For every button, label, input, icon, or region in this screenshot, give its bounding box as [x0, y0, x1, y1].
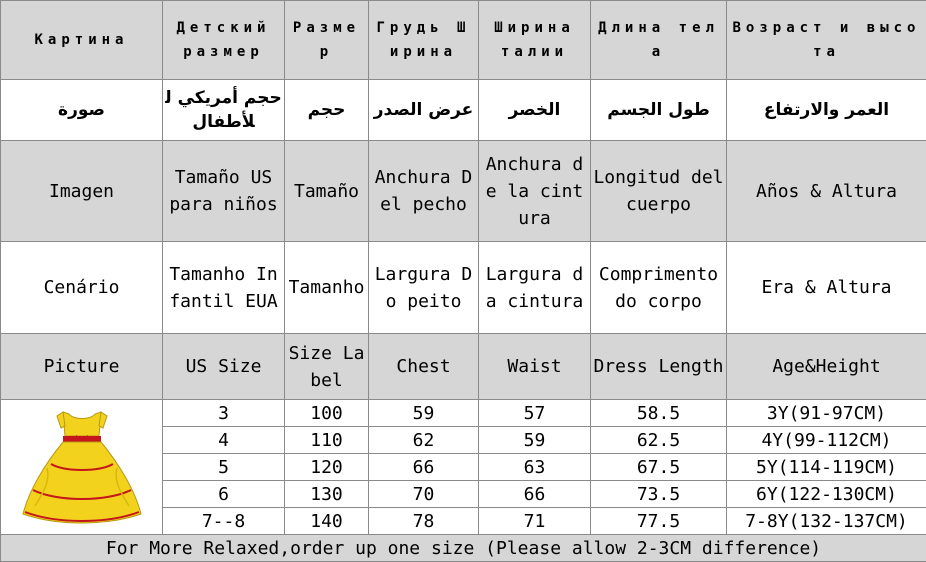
- header-pt-child-size: Tamanho Infantil EUA: [163, 242, 285, 334]
- header-es-picture: Imagen: [1, 141, 163, 242]
- header-pt-length: Comprimento do corpo: [591, 242, 727, 334]
- header-pt-size: Tamanho: [285, 242, 369, 334]
- header-pt-picture: Cenário: [1, 242, 163, 334]
- header-en-size-label: Size Label: [285, 334, 369, 400]
- cell-chest: 66: [369, 454, 479, 481]
- cell-age-height: 6Y(122-130CM): [727, 481, 926, 508]
- cell-us-size: 5: [163, 454, 285, 481]
- header-en-waist: Waist: [479, 334, 591, 400]
- cell-us-size: 6: [163, 481, 285, 508]
- header-es-length: Longitud del cuerpo: [591, 141, 727, 242]
- cell-age-height: 5Y(114-119CM): [727, 454, 926, 481]
- header-en-us-size: US Size: [163, 334, 285, 400]
- dress-icon: [7, 402, 157, 532]
- cell-us-size: 7--8: [163, 508, 285, 535]
- cell-chest: 59: [369, 400, 479, 427]
- cell-size-label: 120: [285, 454, 369, 481]
- cell-dress-length: 67.5: [591, 454, 727, 481]
- header-es-child-size: Tamaño US para niños: [163, 141, 285, 242]
- header-en-picture: Picture: [1, 334, 163, 400]
- cell-chest: 70: [369, 481, 479, 508]
- cell-size-label: 110: [285, 427, 369, 454]
- header-ru-picture: Картина: [1, 1, 163, 80]
- header-ar-age: العمر والارتفاع: [727, 80, 926, 141]
- header-es-waist: Anchura de la cintura: [479, 141, 591, 242]
- header-ar-length: طول الجسم: [591, 80, 727, 141]
- header-ru-size: Размер: [285, 1, 369, 80]
- header-ru-child-size: Детский размер: [163, 1, 285, 80]
- header-ar-child-size: حجم أمريكي للأطفال: [163, 80, 285, 141]
- header-row-arabic: [1, 80, 926, 141]
- header-pt-chest: Largura Do peito: [369, 242, 479, 334]
- cell-dress-length: 77.5: [591, 508, 727, 535]
- cell-size-label: 100: [285, 400, 369, 427]
- header-en-age-height: Age&Height: [727, 334, 926, 400]
- dress-image: [1, 400, 163, 535]
- cell-dress-length: 62.5: [591, 427, 727, 454]
- header-pt-age: Era & Altura: [727, 242, 926, 334]
- cell-waist: 71: [479, 508, 591, 535]
- cell-size-label: 130: [285, 481, 369, 508]
- header-row-english: [1, 334, 926, 400]
- cell-chest: 62: [369, 427, 479, 454]
- cell-chest: 78: [369, 508, 479, 535]
- header-es-size: Tamaño: [285, 141, 369, 242]
- header-row-portuguese: [1, 242, 926, 334]
- header-en-dress-length: Dress Length: [591, 334, 727, 400]
- cell-age-height: 7-8Y(132-137CM): [727, 508, 926, 535]
- header-es-chest: Anchura Del pecho: [369, 141, 479, 242]
- cell-age-height: 4Y(99-112CM): [727, 427, 926, 454]
- header-ru-chest: Грудь Ширина: [369, 1, 479, 80]
- cell-us-size: 4: [163, 427, 285, 454]
- cell-size-label: 140: [285, 508, 369, 535]
- header-pt-waist: Largura da cintura: [479, 242, 591, 334]
- cell-us-size: 3: [163, 400, 285, 427]
- cell-waist: 57: [479, 400, 591, 427]
- cell-age-height: 3Y(91-97CM): [727, 400, 926, 427]
- header-ar-size: حجم: [285, 80, 369, 141]
- header-en-chest: Chest: [369, 334, 479, 400]
- cell-waist: 59: [479, 427, 591, 454]
- cell-waist: 66: [479, 481, 591, 508]
- cell-dress-length: 58.5: [591, 400, 727, 427]
- header-ar-chest: عرض الصدر: [369, 80, 479, 141]
- header-ru-length: Длина тела: [591, 1, 727, 80]
- header-ar-waist: الخصر: [479, 80, 591, 141]
- header-ar-picture: صورة: [1, 80, 163, 141]
- footer-row: [1, 535, 926, 562]
- header-row-russian: [1, 1, 926, 80]
- header-es-age: Años & Altura: [727, 141, 926, 242]
- cell-waist: 63: [479, 454, 591, 481]
- header-ru-age: Возраст и высота: [727, 1, 926, 80]
- header-ru-waist: Ширина талии: [479, 1, 591, 80]
- footer-note: For More Relaxed,order up one size (Please allow 2-3CM difference): [1, 535, 926, 562]
- table-row: [1, 400, 926, 427]
- cell-dress-length: 73.5: [591, 481, 727, 508]
- header-row-spanish: [1, 141, 926, 242]
